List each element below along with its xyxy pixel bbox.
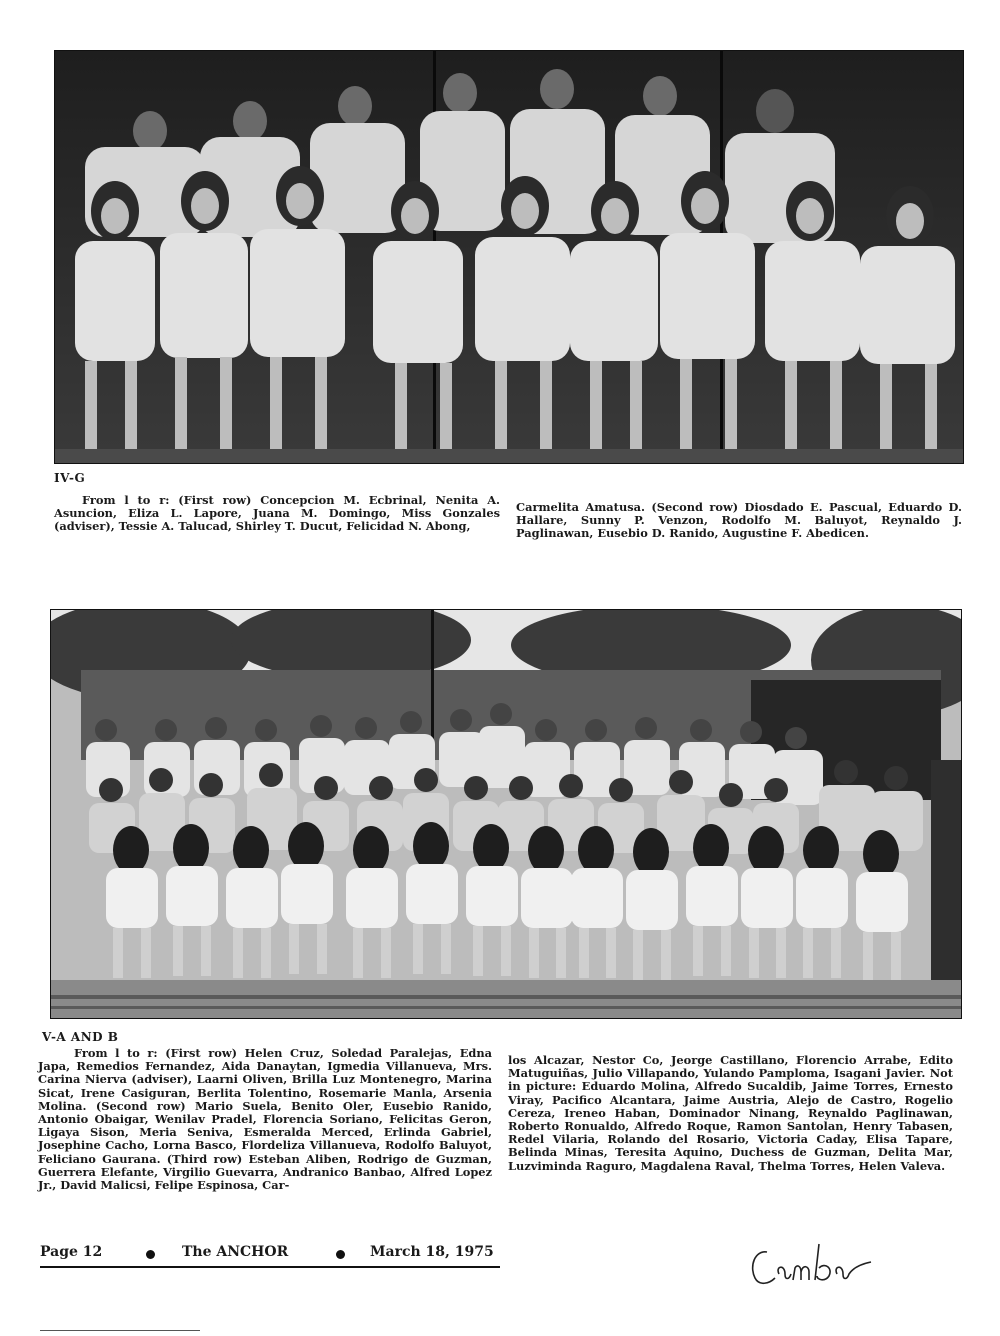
footer-rule bbox=[40, 1266, 500, 1268]
handwritten-signature bbox=[745, 1234, 885, 1294]
photo-iv-g-illustration bbox=[55, 51, 963, 463]
caption-v-a-and-b-left: From l to r: (First row) Helen Cruz, Soledad Paralejas, Edna Japa, Remedios Fernandez, Aida Danaytan, Igmedia Villanueva, Mrs. Carina Nierva (adviser), Laarni Oliven, Brilla Luz Montenegro, Marina Sicat, Irene Casiguran, Berlita Tolentino, Rosemarie Manla, Arsenia Molina. (Second row) Mario Suela, Benito Oler, Eusebio Ranido, Antonio Obaigar, Wenilav Pradel, Florencia Soriano, Felicitas Geron, Ligaya Sison, Meria Seniva, Esmeralda Merced, Erlinda Gabriel, Josephine Cacho, Lorna Basco, Flordeliza Villanueva, Rodolfo Baluyot, Feliciano Gaurana. (Third row) Esteban Aliben, Rodrigo de Guzman, Guerrera Elefante, Virgilio Guevarra, Andranico Banbao, Alfred Lopez Jr., David Malicsi, Felipe Espinosa, Car- bbox=[38, 1046, 492, 1193]
caption-iv-g-right: Carmelita Amatusa. (Second row) Diosdado E. Pascual, Eduardo D. Hallare, Sunny P. Venzon, Rodolfo M. Baluyot, Reynaldo J. Paglinawan, Eusebio D. Ranido, Augustine F. Abedicen. bbox=[516, 500, 962, 541]
page-number: Page 12 bbox=[40, 1244, 103, 1260]
publication-name: The ANCHOR bbox=[182, 1244, 289, 1260]
caption-iv-g-left: From l to r: (First row) Concepcion M. Ecbrinal, Nenita A. Asuncion, Eliza L. Lapore, Juana M. Domingo, Miss Gonzales (adviser), Tessie A. Talucad, Shirley T. Ducut, Felicidad N. Abong, bbox=[54, 493, 500, 534]
page-footer bbox=[40, 1242, 500, 1266]
bottom-rule bbox=[40, 1330, 200, 1331]
photo-v-a-and-b-illustration bbox=[51, 610, 961, 1018]
class-photo-iv-g bbox=[54, 50, 964, 464]
issue-date: March 18, 1975 bbox=[370, 1244, 494, 1260]
photo-label-v-a-and-b: V-A AND B bbox=[42, 1030, 119, 1044]
bullet-icon bbox=[336, 1250, 345, 1259]
class-photo-v-a-and-b bbox=[50, 609, 962, 1019]
bullet-icon bbox=[146, 1250, 155, 1259]
caption-v-a-and-b-right: los Alcazar, Nestor Co, Jeorge Castillano, Florencio Arrabe, Edito Matuguiñas, Julio Villapando, Yulando Pamploma, Isagani Javier. Not in picture: Eduardo Molina, Alfredo Sucaldib, Jaime Torres, Ernesto Viray, Pacifico Alcantara, Jaime Austria, Alejo de Castro, Rogelio Cereza, Ireneo Haban, Dominador Ninang, Reynaldo Paglinawan, Roberto Ronualdo, Alfredo Roque, Ramon Santolan, Henry Tabasen, Redel Vilaria, Rolando del Rosario, Victoria Caday, Elisa Tapare, Belinda Minas, Teresita Aquino, Duchess de Guzman, Delita Mar, Luzviminda Raguro, Magdalena Raval, Thelma Torres, Helen Valeva. bbox=[508, 1053, 953, 1173]
photo-label-iv-g: IV-G bbox=[54, 471, 86, 485]
